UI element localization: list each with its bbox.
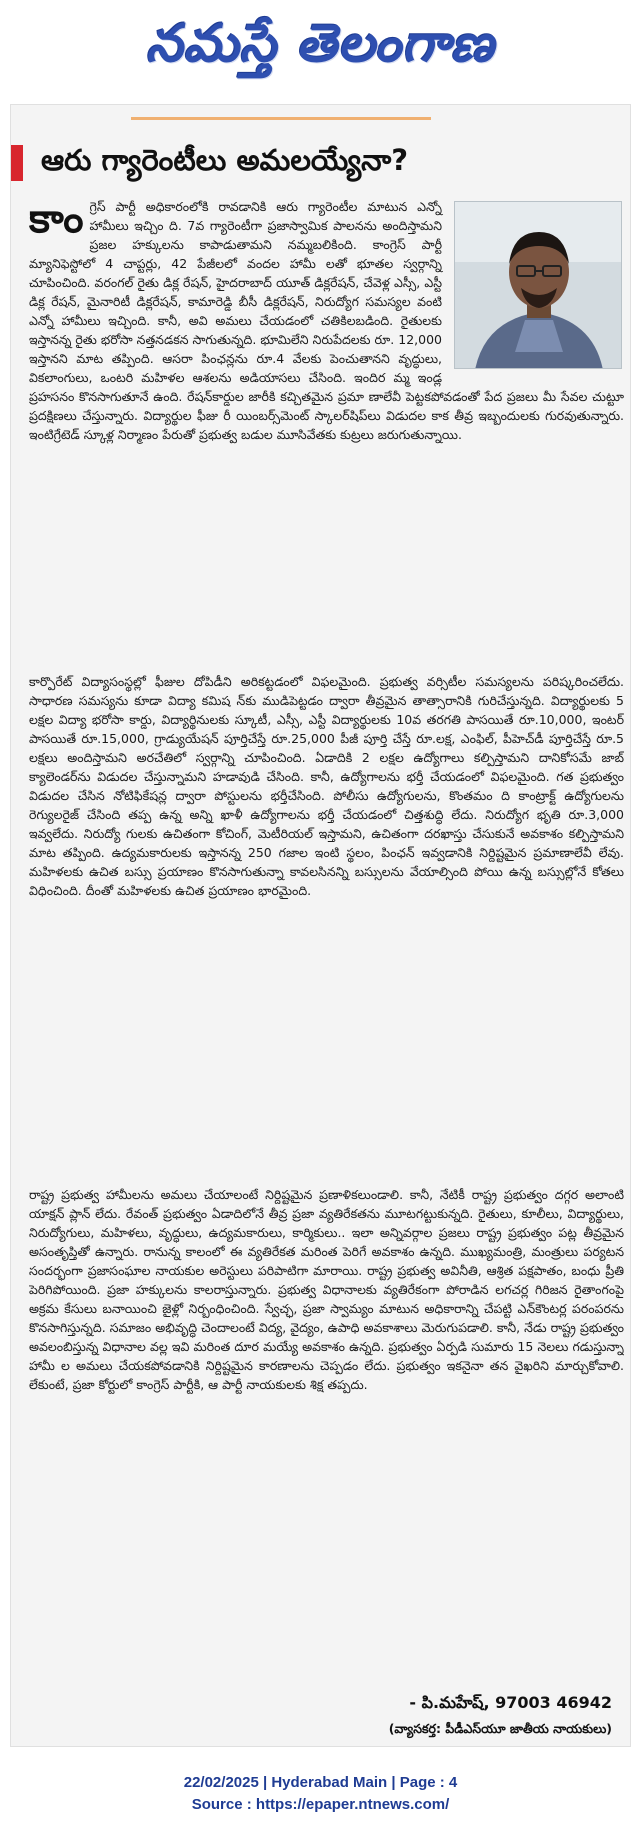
- article-paragraph-2-text: కార్పొరేట్ విద్యాసంస్థల్లో ఫీజుల దోపిడీని అరికట్టడంలో విఫలమైంది. ప్రభుత్వ వర్సిటీల సమస్యలను పరిష్కరించలేదు. సాధారణ సమస్యను కూడా విద్యా కమిష న్‌కు ముడిపెట్టడం ద్వారా తీవ్రమైన తాత్సారానికి గురిచేస్తున్నది. విద్యార్థులకు 5 లక్షల విద్యా భరోసా కార్డు, విద్యార్థినులకు స్కూటీ, ఎస్సీ, ఎస్టీ విద్యార్థులకు 10వ తరగతి పాసయితే రూ.10,000, ఇంటర్ పాసయితే రూ.15,000, గ్రాడ్యుయేషన్ పూర్తిచేస్తే రూ.25,000 పీజీ పూర్తి చేస్తే రూ.లక్ష, ఎంఫిల్, పీహెచ్‌డీ పూర్తిచేస్తే రూ.5 లక్షలు అందిస్తామని అరచేతిలో స్వర్గాన్ని చూపించింది. ఏడాదికి 2 లక్షల ఉద్యోగాలు కల్పిస్తామని దానికోసమే జాబ్ క్యాలెండర్‌ను విడుదల చేస్తున్నామని హడావుడి చేసింది. కానీ, ఉద్యోగాలను భర్తీ చేయడంలో విఫలమైంది. గత ప్రభుత్వం విడుదల చేసిన నోటిఫికేషన్ల ద్వారా పోస్టులను భర్తీచేసింది. పోలీసు ఉద్యోగులను, కొంతమం ది కాంట్రాక్ట్ ఉద్యోగులను రెగ్యులరైజ్ చేసింది తప్ప ఉన్న అన్ని ఖాళీ ఉద్యోగాలను భర్తీ చేయడంలో చిత్తశుద్ధి లేదు. నిరుద్యోగ భృతి రూ.3,000 ఇవ్వలేదు. నిరుద్యో గులకు ఉచితంగా కోచింగ్, మెటీరియల్ ఇస్తామని, ఉచితంగా దరఖాస్తు చేసుకునే అవకాశం కల్పిస్తామని మాట తప్పింది. ఉద్యమకారులకు ఇస్తానన్న 250 గజాల ఇంటి స్థలం, పింఛన్ ఇవ్వడానికి నిర్దిష్టమైన ప్రమాణాలేవీ లేవు. మహిళలకు ఉచిత బస్సు ప్రయాణం కొనసాగుతున్నా కావలసినన్ని బస్సులను వేయాల్సింది పోయి ఉన్న బస్సుల్లోనే కోతలు విధించింది. దీంతో మహిళలకు ఉచిత ప్రయాణం భారమైంది.: [29, 674, 624, 898]
- masthead-title: నమస్తే తెలంగాణ: [146, 13, 495, 74]
- page-footer: [0, 1772, 641, 1832]
- footer-source-link[interactable]: Source : https://epaper.ntnews.com/: [191, 1796, 450, 1813]
- article-paragraph-2: [29, 672, 624, 1166]
- top-rule-divider: [131, 117, 431, 120]
- article-paragraph-1-text: గ్రెస్ పార్టీ అధికారంలోకి రావడానికి ఆరు గ్యారెంటీల మాటున ఎన్నో హామీలు ఇచ్చిం ది. 7వ గ్యారెంటీగా ప్రజాస్వామిక పాలనను అందిస్తామని ప్రజల హక్కులను కాపాడుతామని నమ్మబలికింది. కాంగ్రెస్ పార్టీ మ్యానిఫెస్టోలో 4 చాప్టర్లు, 42 పేజీలలో వందల హామీ లతో భూతల స్వర్గాన్ని చూపించింది. వరంగల్ రైతు డిక్ల రేషన్, హైదరాబాద్ యూత్ డిక్లరేషన్, చేవెళ్ల ఎస్సీ, ఎస్టీ డిక్ల రేషన్, మైనారిటీ డిక్లరేషన్, కామారెడ్డి బీసీ డిక్లరేషన్, నిరుద్యోగ సమస్యల వంటి ఎన్నో హామీలు ఇచ్చింది. కానీ, అవి అమలు చేయడంలో చతికిలబడింది. రైతులకు ఇస్తానన్న రైతు భరోసా నత్తనడకన సాగుతున్నది. భూమిలేని నిరుపేదలకు రూ. 12,000 ఇస్తానని మాట తప్పింది. ఆసరా పింఛన్లను రూ.4 వేలకు పెంచుతానని వృద్ధులు, వికలాంగులు, ఒంటరి మహిళల ఆశలను అడియాసలు చేసింది. ఇందిర మ్మ ఇండ్ల ప్రహసనం కొనసాగుతూనే ఉంది. రేషన్‌కార్డుల జారీకి కచ్చితమైన ప్రమా ణాలేవీ పెట్టకపోవడంతో పేద ప్రజలు మీ సేవల చుట్టూ ప్రదక్షిణలు చేస్తున్నారు. విద్యార్థుల ఫీజు రీ యింబర్స్‌మెంట్ స్కాలర్‌షిప్‌లు విడుదల కాక తీవ్ర ఇబ్బందులకు గురవుతున్నారు. ఇంటిగ్రేటెడ్ స్కూళ్ల నిర్మాణం పేరుతో ప్రభుత్వ బడుల మూసివేతకు కుట్రలు జరుగుతున్నాయి.: [29, 199, 624, 442]
- photo-wrap-spacer: [442, 197, 624, 373]
- article-clipping: [10, 104, 631, 1747]
- article-paragraph-3-text: రాష్ట్ర ప్రభుత్వ హామీలను అమలు చేయాలంటే నిర్దిష్టమైన ప్రణాళికలుండాలి. కానీ, నేటికీ రాష్ట్ర ప్రభుత్వం దగ్గర అలాంటి యాక్షన్ ప్లాన్ లేదు. రేవంత్ ప్రభుత్వం ఏడాదిలోనే తీవ్ర ప్రజా వ్యతిరేకతను మూటగట్టుకున్నది. రైతులు, కూలీలు, విద్యార్థులు, నిరుద్యోగులు, మహిళలు, వృద్ధులు, ఉద్యమకారులు, కార్మికులు.. ఇలా అన్నివర్గాల ప్రజలు రాష్ట్ర ప్రభుత్వం పట్ల తీవ్రమైన అసంతృప్తితో ఉన్నారు. రానున్న కాలంలో ఈ వ్యతిరేకత మరింత పెరిగే అవకాశం ఉన్నది. ముఖ్యమంత్రి, మంత్రులు పర్యటన సందర్భంగా ప్రజాసంఘాల నాయకుల అరెస్టులు పరిపాటిగా మారాయి. రాష్ట్ర ప్రభుత్వ అవినీతి, ఆశ్రిత పక్షపాతం, బంధు ప్రీతి పెరిగిపోయింది. ప్రజా హక్కులను కాలరాస్తున్నారు. ప్రభుత్వ విధానాలకు వ్యతిరేకంగా పోరాడిన లగచర్ల గిరిజన రైతాంగంపై అక్రమ కేసులు బనాయించి జైళ్లో నిర్బంధించింది. స్వేచ్ఛ, ప్రజా స్వామ్యం మాటున అధికారాన్ని చేపట్టి ఎన్‌కౌంటర్ల పరంపరను కొనసాగిస్తున్నది. సమాజం అభివృద్ధి చెందాలంటే విద్య, వైద్యం, ఉపాధి అవకాశాలు మెరుగుపడాలి. కానీ, నేడు రాష్ట్ర ప్రభుత్వం అవలంబిస్తున్న విధానాల వల్ల ఇవి మరింత దూర మయ్యే అవకాశం ఉన్నది. ప్రభుత్వం ఏర్పడి సుమారు 15 నెలలు గడుస్తున్నా హామీ ల అమలు చేయకపోవడానికి నిర్దిష్టమైన కారణాలను చెప్పడం లేదు. ప్రభుత్వం ఇకనైనా తన వైఖరిని మార్చుకోవాలి. లేకుంటే, ప్రజా కోర్టులో కాంగ్రెస్ పార్టీకి, ఆ పార్టీ నాయకులకు శిక్ష తప్పదు.: [29, 1187, 624, 1392]
- article-body: [29, 197, 624, 1679]
- masthead: [0, 0, 641, 92]
- headline-accent-bar: [11, 145, 23, 181]
- footer-edition-info: 22/02/2025 | Hyderabad Main | Page : 4: [183, 1774, 458, 1791]
- article-paragraph-1: [29, 197, 624, 653]
- article-dropcap: కాం: [29, 197, 84, 242]
- author-byline: - పి.మహేష్, 97003 46942: [409, 1693, 612, 1712]
- article-headline: ఆరు గ్యారెంటీలు అమలయ్యేనా?: [41, 143, 409, 177]
- article-paragraph-3: [29, 1185, 624, 1660]
- author-description: (వ్యాసకర్త: పీడీఎస్‌యూ జాతీయ నాయకులు): [388, 1721, 612, 1736]
